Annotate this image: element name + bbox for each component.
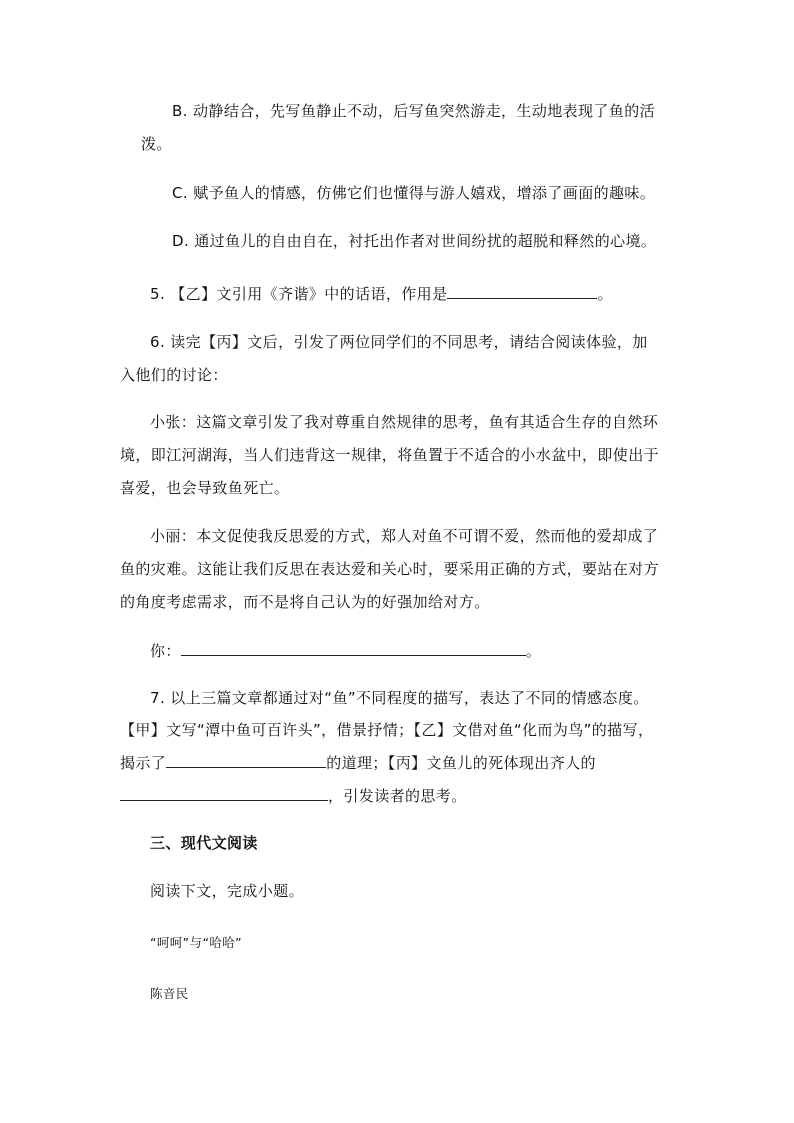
zhang-line1: 小张：这篇文章引发了我对尊重自然规律的思考，鱼有其适合生存的自然环 [150,413,659,431]
option-b-line1: B. 动静结合，先写鱼静止不动，后写鱼突然游走，生动地表现了鱼的活 [172,102,656,120]
option-d: D. 通过鱼儿的自由自在，衬托出作者对世间纷扰的超脱和释然的心境。 [172,232,657,250]
section-3-heading: 三、现代文阅读 [150,834,258,852]
li-line1: 小丽：本文促使我反思爱的方式，郑人对鱼不可谓不爱，然而他的爱却成了 [150,527,659,545]
question-6-line1: 6. 读完【丙】文后，引发了两位同学们的不同思考，请结合阅读体验，加 [150,333,648,351]
question-7-blank-1[interactable] [166,752,326,768]
question-5-end: 。 [597,285,613,303]
your-answer-line [150,640,541,661]
question-7-line3-start: 揭示了 [120,754,167,772]
question-7-blank-2[interactable] [120,785,328,801]
section-3-instruction: 阅读下文，完成小题。 [150,882,305,900]
your-answer-label: 你： [150,642,181,660]
question-7-line3-end: 的道理；【丙】文鱼儿的死体现出齐人的 [326,754,596,772]
question-6-line2: 入他们的讨论： [120,366,228,384]
question-7-line3 [120,752,596,773]
question-7-line4 [120,785,467,806]
question-7-line2: 【甲】文写“潭中鱼可百许头”，借景抒情；【乙】文借对鱼“化而为鸟”的描写， [120,721,654,739]
zhang-line3: 喜爱，也会导致鱼死亡。 [120,479,290,497]
article-title: “呵呵”与“哈哈” [150,935,243,950]
zhang-line2: 境，即江河湖海，当人们违背这一规律，将鱼置于不适合的小水盆中，即使出于 [120,446,660,464]
your-answer-blank[interactable] [181,640,526,656]
question-5-blank[interactable] [447,283,597,299]
question-7-line4-end: ，引发读者的思考。 [328,787,467,805]
article-author: 陈音民 [150,986,189,1001]
question-5 [150,283,613,304]
option-b-line2: 泼。 [141,135,172,153]
question-5-text: 5. 【乙】文引用《齐谐》中的话语，作用是 [150,285,448,303]
question-7-line1: 7. 以上三篇文章都通过对“鱼”不同程度的描写，表达了不同的情感态度。 [150,689,649,707]
option-c: C. 赋予鱼人的情感，仿佛它们也懂得与游人嬉戏，增添了画面的趣味。 [172,184,656,202]
your-answer-end: 。 [525,642,542,660]
li-line2: 鱼的灾难。这能让我们反思在表达爱和关心时，要采用正确的方式，要站在对方 [120,560,660,578]
li-line3: 的角度考虑需求，而不是将自己认为的好强加给对方。 [120,593,490,611]
